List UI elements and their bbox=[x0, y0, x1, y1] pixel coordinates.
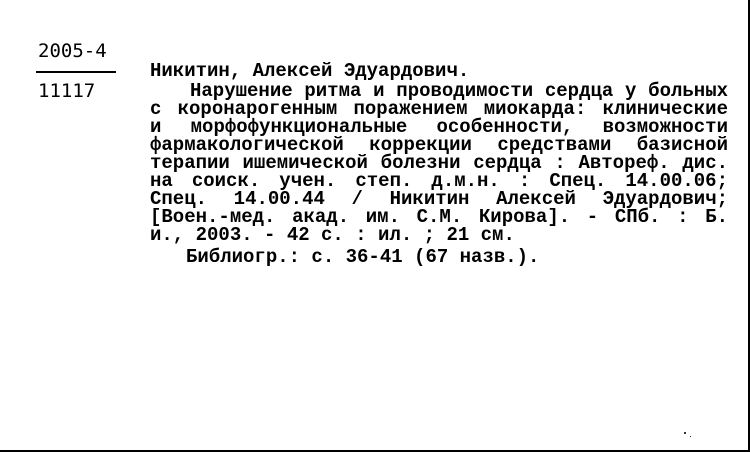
author-heading: Никитин, Алексей Эдуардович. bbox=[150, 60, 470, 82]
bibliographic-description: Нарушение ритма и проводимости сердца у больных с коронарогенным поражением миокарда: клинические и морфофункциональные особенности, возможности фармакологической коррекции средствами базисной терапии ишемической болезни сердца : Автореф. дис. на соиск. учен. степ. д.м.н. : Спец. 14.00.06; Спец. 14.00.44 / Никитин Алексей Эдуардович; [Воен.-мед. акад. им. С.М. Кирова]. - СПб. : Б. и., 2003. - 42 с. : ил. ; 21 см. bbox=[150, 80, 728, 246]
inventory-number: 11117 bbox=[38, 80, 96, 102]
scan-speck bbox=[690, 436, 691, 437]
bibliographic-entry bbox=[150, 62, 728, 266]
scan-speck bbox=[684, 432, 686, 434]
call-number-divider bbox=[36, 71, 116, 73]
bibliography-note: Библиогр.: с. 36-41 (67 назв.). bbox=[186, 246, 540, 268]
call-number: 2005-4 bbox=[38, 40, 107, 62]
